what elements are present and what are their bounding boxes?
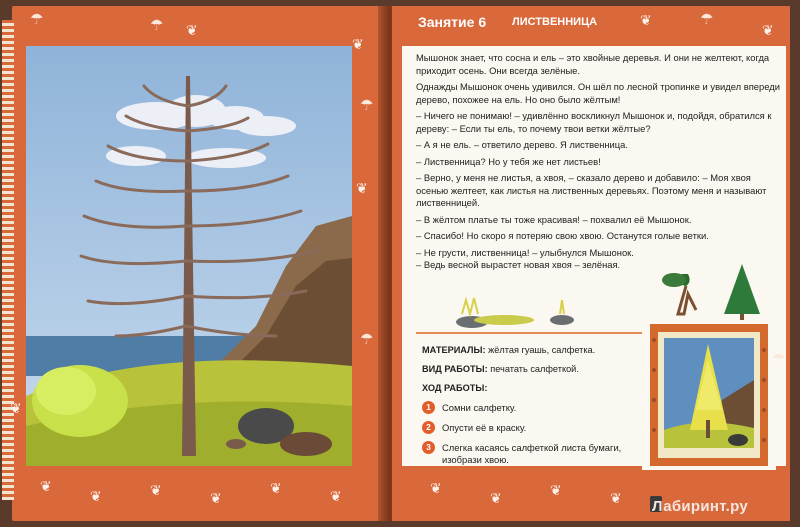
process-label: ХОД РАБОТЫ: <box>422 383 488 393</box>
leaf-icon: ❦ <box>270 480 282 496</box>
materials-value: жёлтая гуашь, салфетка. <box>488 345 596 355</box>
leaf-icon: ❦ <box>640 12 652 28</box>
step-item <box>422 402 642 414</box>
story-paragraph: – Ничего не понимаю! – удивлённо воскликнул Мышонок и, подойдя, обратился к дереву: – Если ты ель, то почему твои ветки жёлтые? <box>416 110 772 134</box>
step-text: Опусти её в краску. <box>442 422 527 433</box>
umbrella-icon: ☂ <box>360 97 374 114</box>
watermark-text: Лабиринт.ру <box>652 498 748 515</box>
story-paragraph: Однажды Мышонок очень удивился. Он шёл по лесной тропинке и увидел впереди дерево, похожее на ель. Но оно было жёлтым! <box>416 81 780 105</box>
step-text: Слегка касаясь салфеткой листа бумаги, изобрази хвою. <box>442 442 622 465</box>
story-paragraph: – В жёлтом платье ты тоже красивая! – похвалил её Мышонок. <box>416 213 692 225</box>
lesson-title: Занятие 6 <box>418 14 487 30</box>
leaf-icon: ❦ <box>150 482 162 498</box>
story-paragraph: – А я не ель. – ответило дерево. Я лиственница. <box>416 139 628 150</box>
leaf-icon: ❦ <box>762 22 774 38</box>
leaf-icon: ❦ <box>210 490 222 506</box>
story-text <box>416 52 780 276</box>
work-info <box>422 344 652 401</box>
step-text: Сомни салфетку. <box>442 402 517 413</box>
leaf-icon: ❦ <box>610 490 622 506</box>
work-type-value: печатать салфеткой. <box>490 364 579 374</box>
step-item <box>422 442 642 466</box>
leaf-icon: ❦ <box>490 490 502 506</box>
leaf-icon: ❦ <box>356 180 368 196</box>
page-edge <box>2 20 14 500</box>
umbrella-icon: ☂ <box>30 11 44 28</box>
umbrella-icon: ☂ <box>772 351 786 368</box>
step-number: 3 <box>422 441 435 454</box>
larch-illustration <box>26 46 352 466</box>
divider <box>416 332 646 334</box>
umbrella-icon: ☂ <box>700 11 714 28</box>
story-paragraph: – Лиственница? Но у тебя же нет листьев! <box>416 155 601 167</box>
steps-list <box>422 402 642 474</box>
leaf-icon: ❦ <box>330 488 342 504</box>
step-number: 1 <box>422 401 435 414</box>
work-type-label: ВИД РАБОТЫ: <box>422 364 488 374</box>
story-paragraph: – Не грусти, лиственница! – улыбнулся Мышонок. – Ведь весной вырастет новая хвоя – зелёная. <box>416 246 634 270</box>
story-paragraph: – Спасибо! Но скоро я потеряю свою хвою. Останутся голые ветки. <box>416 230 709 241</box>
leaf-icon: ❦ <box>40 478 52 494</box>
sample-craft-picture <box>642 320 776 470</box>
lesson-topic: ЛИСТВЕННИЦА <box>512 16 598 28</box>
umbrella-icon: ☂ <box>150 17 164 34</box>
leaf-icon: ❦ <box>186 22 198 38</box>
step-item <box>422 422 642 434</box>
leaf-icon: ❦ <box>352 36 364 52</box>
lesson-content <box>402 46 786 466</box>
step-number: 2 <box>422 421 435 434</box>
story-paragraph: – Верно, у меня не листья, а хвоя, – сказало дерево и добавило: – Моя хвоя осенью желтеет, как листья на лиственных деревьях. Поэтому меня и называют лиственницей. <box>416 172 767 208</box>
story-paragraph: Мышонок знает, что сосна и ель – это хвойные деревья. И они не желтеют, когда приходит осень. Они всегда зелёные. <box>416 52 770 76</box>
leaf-icon: ❦ <box>10 400 22 416</box>
materials-label: МАТЕРИАЛЫ: <box>422 345 486 355</box>
leaf-icon: ❦ <box>90 488 102 504</box>
leaf-icon: ❦ <box>430 480 442 496</box>
leaf-icon: ❦ <box>550 482 562 498</box>
umbrella-icon: ☂ <box>360 331 374 348</box>
